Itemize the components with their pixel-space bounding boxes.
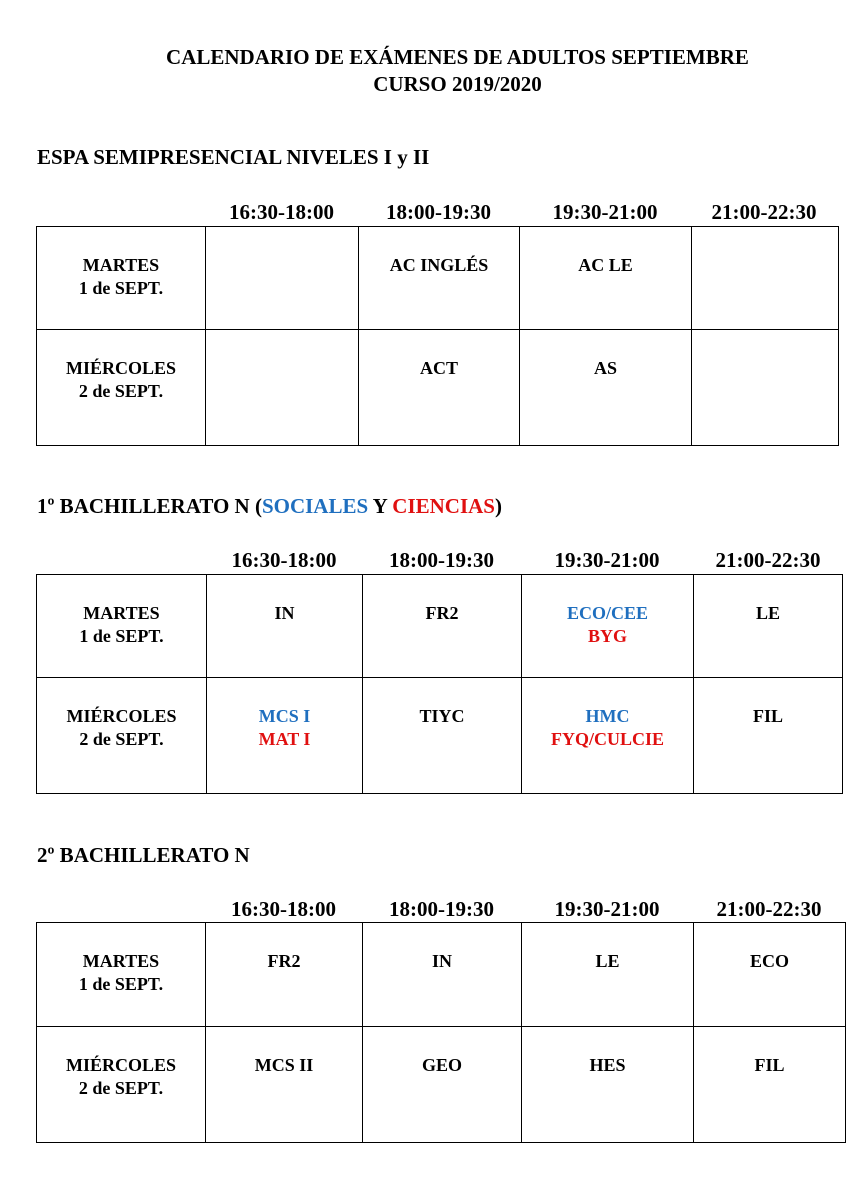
subject: ECO bbox=[749, 951, 789, 971]
subject-sociales: MCS I bbox=[258, 706, 311, 726]
exam-cell bbox=[207, 678, 363, 794]
day-name: MIÉRCOLES bbox=[65, 358, 177, 378]
section-title-espa: ESPA SEMIPRESENCIAL NIVELES I y II bbox=[37, 145, 430, 169]
exam-cell bbox=[206, 923, 363, 1027]
day-date: 2 de SEPT. bbox=[79, 729, 164, 749]
exam-cell bbox=[522, 575, 694, 678]
subject-sociales: HMC bbox=[585, 706, 630, 726]
subject: GEO bbox=[421, 1055, 462, 1075]
section-title-sociales: SOCIALES bbox=[261, 494, 369, 518]
exam-cell bbox=[694, 1027, 846, 1143]
day-cell bbox=[37, 678, 207, 794]
subject: FR2 bbox=[267, 951, 301, 971]
section-title-suffix: ) bbox=[494, 494, 502, 518]
table-row bbox=[37, 678, 843, 794]
table-row bbox=[37, 330, 839, 446]
day-date: 1 de SEPT. bbox=[78, 278, 164, 298]
exam-cell bbox=[522, 923, 694, 1027]
exam-cell bbox=[206, 330, 359, 446]
day-cell bbox=[37, 923, 206, 1027]
time-slot-header: 19:30-21:00 bbox=[554, 897, 660, 921]
day-cell bbox=[37, 1027, 206, 1143]
exam-cell bbox=[363, 1027, 522, 1143]
exam-table-2-bachillerato bbox=[36, 922, 846, 1143]
subject: MCS II bbox=[254, 1055, 314, 1075]
day-cell bbox=[37, 330, 206, 446]
day-cell bbox=[37, 227, 206, 330]
exam-cell bbox=[520, 227, 692, 330]
subject: AC INGLÉS bbox=[389, 255, 489, 275]
subject: FIL bbox=[752, 706, 783, 726]
exam-cell bbox=[363, 678, 522, 794]
day-name: MARTES bbox=[82, 951, 160, 971]
subject: AS bbox=[593, 358, 617, 378]
subject: FR2 bbox=[425, 603, 459, 623]
exam-cell bbox=[359, 227, 520, 330]
time-slot-header: 18:00-19:30 bbox=[386, 200, 491, 224]
table-row bbox=[37, 227, 839, 330]
exam-table-espa bbox=[36, 226, 839, 446]
exam-cell bbox=[522, 678, 694, 794]
exam-cell bbox=[520, 330, 692, 446]
subject-sociales: ECO/CEE bbox=[566, 603, 649, 623]
subject-ciencias: FYQ/CULCIE bbox=[550, 729, 664, 749]
section-title-ciencias: CIENCIAS bbox=[392, 494, 495, 518]
document-subtitle: CURSO 2019/2020 bbox=[373, 72, 542, 96]
section-title-y: Y bbox=[368, 494, 393, 518]
exam-cell bbox=[206, 227, 359, 330]
section-title-2-bachillerato: 2º BACHILLERATO N bbox=[37, 843, 250, 867]
time-slot-header: 19:30-21:00 bbox=[552, 200, 658, 224]
day-name: MIÉRCOLES bbox=[66, 706, 177, 726]
subject: LE bbox=[755, 603, 780, 623]
exam-table-1-bachillerato bbox=[36, 574, 843, 794]
exam-cell bbox=[522, 1027, 694, 1143]
subject: FIL bbox=[754, 1055, 785, 1075]
subject: IN bbox=[274, 603, 295, 623]
exam-cell bbox=[206, 1027, 363, 1143]
day-date: 1 de SEPT. bbox=[79, 626, 164, 646]
time-slot-header: 16:30-18:00 bbox=[229, 200, 334, 224]
subject: TIYC bbox=[419, 706, 465, 726]
time-slot-header: 21:00-22:30 bbox=[716, 897, 822, 921]
exam-cell bbox=[207, 575, 363, 678]
time-slot-header: 18:00-19:30 bbox=[389, 897, 494, 921]
subject: ACT bbox=[419, 358, 458, 378]
exam-cell bbox=[692, 227, 839, 330]
subject: IN bbox=[431, 951, 452, 971]
document-title: CALENDARIO DE EXÁMENES DE ADULTOS SEPTIEMBRE bbox=[166, 45, 749, 69]
exam-cell bbox=[694, 678, 843, 794]
day-name: MARTES bbox=[82, 255, 160, 275]
subject: HES bbox=[589, 1055, 626, 1075]
exam-cell bbox=[363, 923, 522, 1027]
exam-cell bbox=[692, 330, 839, 446]
exam-cell bbox=[694, 923, 846, 1027]
subject-ciencias: BYG bbox=[587, 626, 627, 646]
day-name: MIÉRCOLES bbox=[65, 1055, 177, 1075]
time-slot-header: 21:00-22:30 bbox=[711, 200, 817, 224]
section-title-1-bachillerato bbox=[37, 494, 502, 519]
day-name: MARTES bbox=[83, 603, 160, 623]
table-row bbox=[37, 923, 846, 1027]
time-slot-header: 16:30-18:00 bbox=[231, 548, 337, 572]
day-cell bbox=[37, 575, 207, 678]
subject: LE bbox=[595, 951, 620, 971]
exam-cell bbox=[359, 330, 520, 446]
section-title-prefix: 1º BACHILLERATO N ( bbox=[37, 494, 262, 518]
day-date: 1 de SEPT. bbox=[78, 974, 164, 994]
subject: AC LE bbox=[578, 255, 633, 275]
time-slot-header: 18:00-19:30 bbox=[389, 548, 494, 572]
table-row bbox=[37, 1027, 846, 1143]
time-slot-header: 19:30-21:00 bbox=[554, 548, 660, 572]
day-date: 2 de SEPT. bbox=[78, 381, 164, 401]
time-slot-header: 21:00-22:30 bbox=[715, 548, 821, 572]
time-slot-header: 16:30-18:00 bbox=[231, 897, 336, 921]
table-row bbox=[37, 575, 843, 678]
subject-ciencias: MAT I bbox=[258, 729, 311, 749]
day-date: 2 de SEPT. bbox=[78, 1078, 164, 1098]
exam-cell bbox=[363, 575, 522, 678]
exam-cell bbox=[694, 575, 843, 678]
